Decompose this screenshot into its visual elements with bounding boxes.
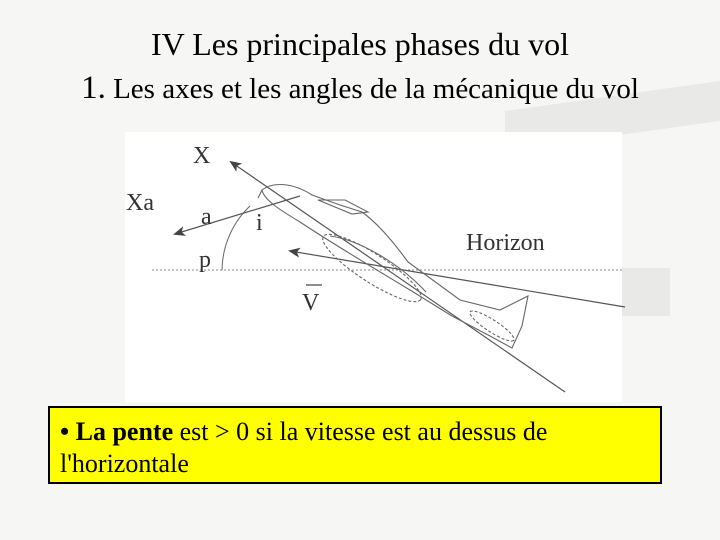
label-x: X — [193, 143, 211, 169]
label-velocity: V — [302, 290, 320, 316]
note-bullet: • — [60, 417, 70, 446]
label-xa: Xa — [126, 190, 154, 216]
xa-axis-line — [175, 196, 300, 234]
label-i: i — [256, 210, 263, 236]
label-a: a — [201, 204, 212, 230]
x-axis-line — [231, 162, 565, 392]
label-p: p — [199, 247, 211, 273]
slide-title: IV Les principales phases du vol — [151, 26, 569, 62]
note-text: est > 0 si la vitesse est au dessus de l'horizontale — [60, 417, 548, 478]
note-box — [48, 406, 662, 484]
subtitle-number: 1. — [81, 70, 106, 106]
note-term: La pente — [75, 417, 174, 446]
label-horizon: Horizon — [466, 230, 545, 256]
subtitle-text: Les axes et les angles de la mécanique du vol — [105, 73, 639, 105]
